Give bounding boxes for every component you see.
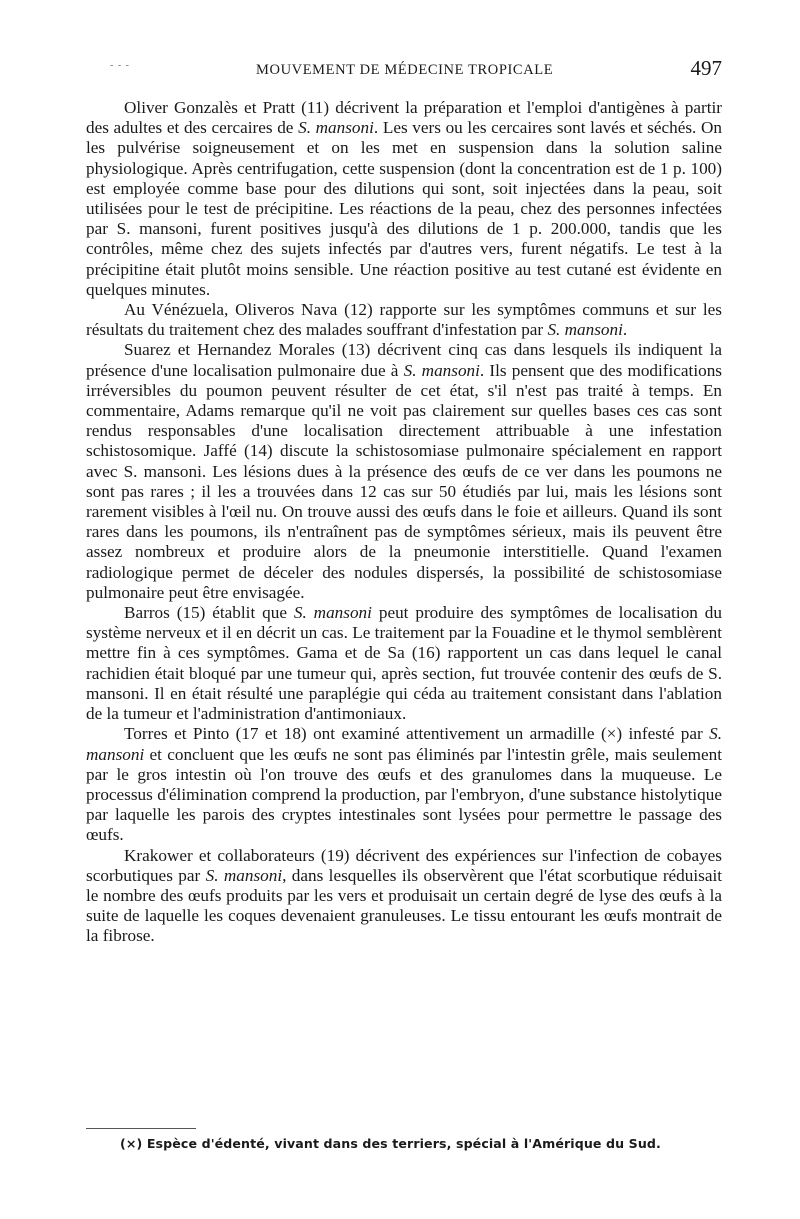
page-number: 497 [690,56,722,80]
page [86,54,722,947]
body-text [86,98,722,947]
paragraph: Krakower et collaborateurs (19) décrivent des expériences sur l'infection de cobayes scorbutiques par S. mansoni, dans lesquelles ils observèrent que l'état scorbutique réduisait le nombre des œufs produits par les vers et produisait un certain degré de lyse des œufs à la suite de laquelle les coques devenaient granuleuses. Le tissu entourant les œufs montrait de la fibrose. [86,845,723,946]
paragraph: Au Vénézuela, Oliveros Nava (12) rapporte sur les symptômes communs et sur les résultats du traitement chez des malades souffrant d'infestation par S. mansoni. [86,300,722,340]
paragraph: Oliver Gonzalès et Pratt (11) décrivent la préparation et l'emploi d'antigènes à partir des adultes et des cercaires de S. mansoni. Les vers ou les cercaires sont lavés et séchés. On les pulvérise soigneusement et on les met en suspension dans la solution saline physiologique. Après centrifugation, cette suspension (dont la concentration est de 1 p. 100) est employée comme base pour des dilutions qui sont, soit injectées dans la peau, soit utilisées pour le test de précipitine. Les réactions de la peau, chez des personnes infectées par S. mansoni, furent positives jusqu'à des dilutions de 1 p. 200.000, tandis que les contrôles, même chez des sujets infectés par d'autres vers, furent négatifs. Le test à la précipitine était plutôt moins sensible. Une réaction positive au test cutané est évidente en quelques minutes. [86,98,722,299]
footnote: (×) Espèce d'édenté, vivant dans des terriers, spécial à l'Amérique du Sud. [120,1136,661,1151]
header-mark: - - - [110,60,130,71]
paragraph: Barros (15) établit que S. mansoni peut produire des symptômes de localisation du système nerveux et il en décrit un cas. Le traitement par la Fouadine et le thymol semblèrent mettre fin à ces symptômes. Gama et de Sa (16) rapportent un cas dans lequel le canal rachidien était bloqué par une tumeur qui, après section, fut trouvée contenir des œufs de S. mansoni. Il en était résulté une paraplégie qui céda au traitement consistant dans l'ablation de la tumeur et l'administration d'antimoniaux. [86,603,722,724]
running-title: MOUVEMENT DE MÉDECINE TROPICALE [256,62,554,78]
running-head [86,54,722,82]
paragraph: Torres et Pinto (17 et 18) ont examiné attentivement un armadille (×) infesté par S. mansoni et concluent que les œufs ne sont pas éliminés par l'intestin grêle, mais seulement par le gros intestin où l'on trouve des œufs et des granulomes dans la muqueuse. Le processus d'élimination comprend la production, par l'embryon, d'une substance histolytique par laquelle les parois des cryptes intestinales sont lysées pour permettre le passage des œufs. [86,724,722,845]
paragraph: Suarez et Hernandez Morales (13) décrivent cinq cas dans lesquels ils indiquent la présence d'une localisation pulmonaire due à S. mansoni. Ils pensent que des modifications irréversibles du poumon peuvent résulter de cet état, s'il n'est pas traité à temps. En commentaire, Adams remarque qu'il ne voit pas clairement sur quelles bases ces cas sont rendus responsables d'une localisation directement attribuable à une infestation schistosomique. Jaffé (14) discute la schistosomiase pulmonaire spécialement en rapport avec S. mansoni. Les lésions dues à la présence des œufs de ce ver dans les poumons ne sont pas rares ; il les a trouvées dans 12 cas sur 50 étudiés par lui, mais les lésions sont rarement visibles à l'œil nu. On trouve aussi des œufs dans le foie et ailleurs. Quand ils sont rares dans les poumons, ils n'entraînent pas de symptômes sérieux, mais ils peuvent être assez nombreux et produire alors de la pneumonie interstitielle. Quand l'examen radiologique permet de déceler des nodules dispersés, la possibilité de schistosomiase pulmonaire peut être envisagée. [86,340,722,602]
footnote-rule [86,1128,196,1129]
